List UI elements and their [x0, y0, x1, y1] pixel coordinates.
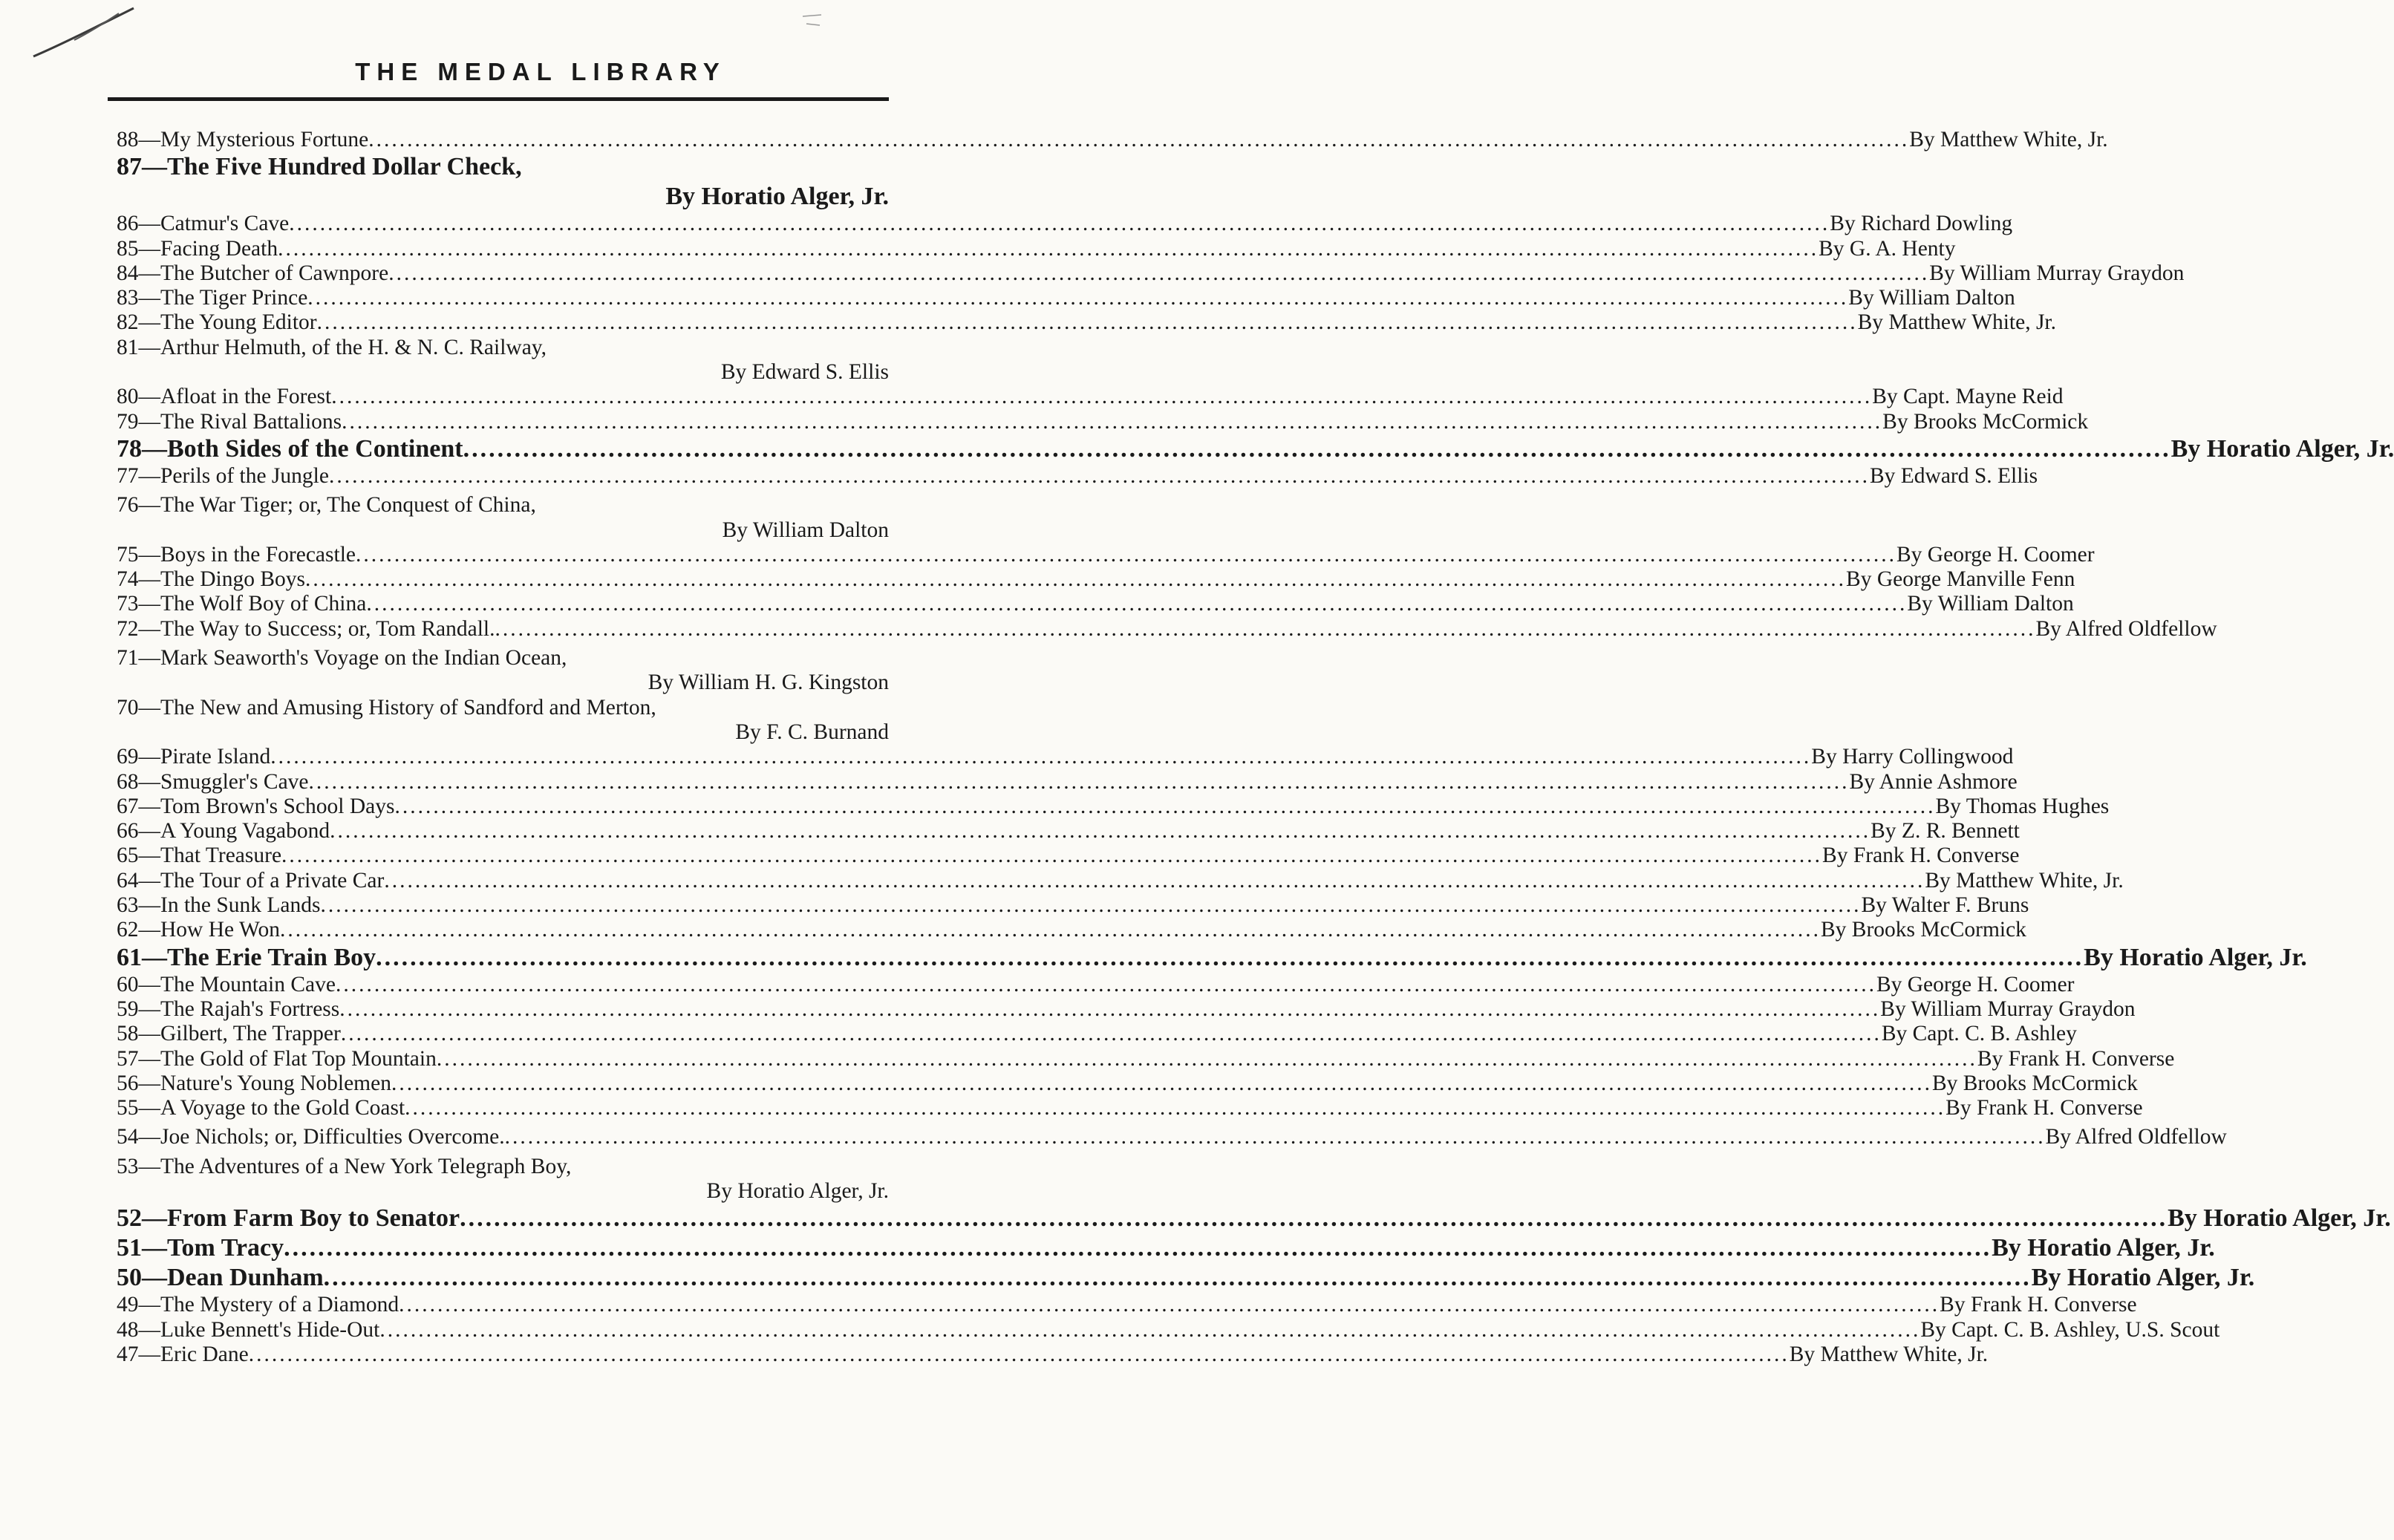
book-entry — [117, 1342, 1989, 1367]
book-title: 50—Dean Dunham — [117, 1264, 324, 1292]
header-rule — [108, 97, 889, 101]
book-title: 58—Gilbert, The Trapper — [117, 1022, 341, 1046]
dot-leader: ........................................................................................................................................................................................................ — [335, 972, 1876, 996]
book-entry-line — [117, 696, 889, 720]
book-entry — [117, 286, 2015, 310]
book-author: By Z. R. Bennett — [1870, 819, 2020, 844]
book-entry — [117, 646, 889, 696]
book-title: 52—From Farm Boy to Senator — [117, 1204, 460, 1233]
book-entry — [117, 918, 2026, 942]
book-author: By Capt. Mayne Reid — [1872, 385, 2064, 409]
dot-leader: ........................................................................................................................................................................................................ — [376, 943, 2084, 971]
book-title: 59—The Rajah's Fortress — [117, 996, 340, 1021]
book-entry — [117, 1046, 2175, 1071]
book-entry — [117, 868, 2124, 893]
book-title: 64—The Tour of a Private Car — [117, 868, 385, 893]
book-author: By George H. Coomer — [1896, 542, 2095, 567]
dot-leader: ........................................................................................................................................................................................................ — [284, 1234, 1992, 1262]
book-author: By Frank H. Converse — [1945, 1096, 2143, 1120]
book-entry-line — [117, 819, 2020, 844]
dot-leader: ........................................................................................................................................................................................................ — [379, 1317, 1921, 1342]
book-entry — [117, 996, 2136, 1022]
book-author: By Horatio Alger, Jr. — [1992, 1234, 2215, 1262]
book-entry — [117, 1125, 2227, 1149]
book-entry — [117, 152, 889, 212]
ink-stroke-mark — [30, 4, 141, 64]
dot-leader: ........................................................................................................................................................................................................ — [248, 1342, 1790, 1366]
book-author: By George Manville Fenn — [1846, 567, 2075, 592]
book-author: By Horatio Alger, Jr. — [2031, 1264, 2255, 1292]
book-entry-line — [117, 1071, 2138, 1096]
book-entry-line — [117, 893, 2029, 918]
book-author: By Horatio Alger, Jr. — [2170, 434, 2394, 463]
book-entry — [117, 409, 2089, 434]
dot-leader: ........................................................................................................................................................................................................ — [316, 310, 1858, 335]
book-author: By Horatio Alger, Jr. — [665, 183, 889, 211]
book-entry-line — [117, 646, 889, 671]
book-title: 65—That Treasure — [117, 844, 282, 868]
book-entry — [117, 128, 2108, 152]
dot-leader: ........................................................................................................................................................................................................ — [391, 1071, 1932, 1095]
book-entry-line — [117, 868, 2124, 893]
book-entry-line — [117, 567, 2075, 592]
book-list — [117, 128, 2394, 1367]
book-title: 83—The Tiger Prince — [117, 286, 308, 310]
book-entry-line — [117, 310, 2056, 335]
dot-leader: ........................................................................................................................................................................................................ — [388, 261, 1930, 285]
book-entry — [117, 493, 889, 543]
book-entry-line — [117, 212, 2013, 236]
dot-leader: ........................................................................................................................................................................................................ — [270, 745, 1812, 769]
book-author: By Walter F. Bruns — [1861, 893, 2029, 918]
book-entry-line — [117, 996, 2136, 1022]
book-author: By Frank H. Converse — [1977, 1046, 2175, 1071]
dot-leader: ........................................................................................................................................................................................................ — [356, 542, 1896, 567]
book-author: By Harry Collingwood — [1811, 745, 2014, 769]
book-entry-line — [117, 463, 2038, 489]
book-entry-line — [117, 1204, 2391, 1233]
book-title: 51—Tom Tracy — [117, 1234, 284, 1262]
book-entry-line — [117, 1293, 2137, 1317]
book-title: 84—The Butcher of Cawnpore — [117, 261, 389, 285]
book-entry — [117, 567, 2075, 592]
book-author: By Matthew White, Jr. — [1925, 868, 2124, 893]
book-author: By Matthew White, Jr. — [1909, 128, 2108, 151]
book-entry-line — [117, 1046, 2175, 1071]
book-author: By Annie Ashmore — [1849, 769, 2018, 794]
book-entry-line — [117, 794, 2110, 819]
dot-leader: ........................................................................................................................................................................................................ — [366, 592, 1908, 616]
book-title: 80—Afloat in the Forest — [117, 385, 332, 409]
book-title: 72—The Way to Success; or, Tom Randall. — [117, 616, 495, 641]
book-entry — [117, 310, 2056, 335]
book-entry — [117, 819, 2020, 844]
book-author: By Matthew White, Jr. — [1857, 310, 2056, 335]
book-author: By Thomas Hughes — [1935, 794, 2110, 818]
book-entry-line — [117, 1155, 889, 1179]
dot-leader: ........................................................................................................................................................................................................ — [504, 1125, 2046, 1149]
book-entry-line — [117, 1233, 2215, 1263]
book-author: By William Dalton — [1907, 592, 2074, 616]
book-entry-line — [117, 844, 2020, 868]
book-title: 71—Mark Seaworth's Voyage on the Indian Ocean, — [117, 646, 567, 671]
book-author: By Alfred Oldfellow — [2045, 1125, 2227, 1149]
book-title: 67—Tom Brown's School Days — [117, 794, 395, 818]
book-entry-line — [117, 592, 2074, 616]
book-entry — [117, 769, 2018, 795]
dot-leader: ........................................................................................................................................................................................................ — [320, 893, 1862, 918]
book-entry — [117, 463, 2038, 489]
book-entry-line — [117, 493, 889, 518]
book-entry — [117, 893, 2029, 918]
book-author: By G. A. Henty — [1819, 236, 1956, 261]
book-author: By Edward S. Ellis — [1869, 463, 2038, 488]
book-author: By William Dalton — [1848, 286, 2015, 310]
book-entry — [117, 1293, 2137, 1317]
book-entry — [117, 1263, 2255, 1293]
book-entry-line — [117, 769, 2018, 795]
book-author: By Edward S. Ellis — [720, 360, 889, 385]
book-title: 86—Catmur's Cave — [117, 212, 290, 236]
book-author: By William Dalton — [722, 518, 889, 542]
book-author: By William Murray Graydon — [1929, 261, 2185, 285]
dot-leader: ........................................................................................................................................................................................................ — [460, 1204, 2168, 1233]
book-title: 61—The Erie Train Boy — [117, 943, 376, 971]
dot-leader: ........................................................................................................................................................................................................ — [368, 128, 1910, 151]
book-entry-line — [117, 128, 2108, 152]
book-entry-line — [117, 542, 2095, 567]
dot-leader: ........................................................................................................................................................................................................ — [399, 1293, 1940, 1317]
book-author: By Horatio Alger, Jr. — [2168, 1204, 2391, 1233]
book-entry — [117, 1317, 2220, 1342]
dot-leader: ........................................................................................................................................................................................................ — [405, 1096, 1946, 1120]
book-title: 77—Perils of the Jungle — [117, 463, 329, 488]
book-entry — [117, 385, 2064, 409]
dot-leader: ........................................................................................................................................................................................................ — [339, 996, 1881, 1021]
dot-leader: ........................................................................................................................................................................................................ — [394, 794, 1936, 818]
book-author: By Richard Dowling — [1830, 212, 2013, 236]
dot-leader: ........................................................................................................................................................................................................ — [330, 819, 1871, 844]
book-author: By Frank H. Converse — [1940, 1293, 2137, 1317]
book-entry-line — [117, 1342, 1989, 1367]
book-author: By Capt. C. B. Ashley — [1881, 1022, 2077, 1046]
dot-leader: ........................................................................................................................................................................................................ — [340, 1022, 1882, 1046]
book-title: 78—Both Sides of the Continent — [117, 434, 463, 463]
book-title: 68—Smuggler's Cave — [117, 769, 309, 794]
book-title: 85—Facing Death — [117, 236, 278, 261]
book-entry — [117, 696, 889, 745]
book-title: 57—The Gold of Flat Top Mountain — [117, 1046, 437, 1071]
book-entry — [117, 592, 2074, 616]
dot-leader: ........................................................................................................................................................................................................ — [436, 1046, 1977, 1071]
book-entry — [117, 943, 2307, 973]
dot-leader: ........................................................................................................................................................................................................ — [281, 844, 1823, 868]
book-title: 55—A Voyage to the Gold Coast — [117, 1096, 405, 1120]
dot-leader: ........................................................................................................................................................................................................ — [289, 212, 1830, 236]
dot-leader: ........................................................................................................................................................................................................ — [463, 434, 2171, 463]
book-title: 53—The Adventures of a New York Telegraph Boy, — [117, 1154, 572, 1178]
book-entry — [117, 542, 2095, 567]
book-entry — [117, 844, 2020, 868]
book-title: 70—The New and Amusing History of Sandford and Merton, — [117, 695, 656, 720]
book-author: By Brooks McCormick — [1931, 1071, 2138, 1095]
book-title: 56—Nature's Young Noblemen — [117, 1071, 391, 1095]
book-entry-line — [117, 261, 2185, 286]
book-title: 74—The Dingo Boys — [117, 567, 306, 592]
book-entry-line — [117, 1263, 2255, 1293]
book-title: 49—The Mystery of a Diamond — [117, 1293, 399, 1317]
book-author: By Alfred Oldfellow — [2035, 616, 2217, 641]
dot-leader: ........................................................................................................................................................................................................ — [342, 409, 1883, 434]
book-entry-line — [117, 943, 2307, 973]
book-author: By Horatio Alger, Jr. — [706, 1178, 889, 1203]
book-title: 60—The Mountain Cave — [117, 972, 336, 996]
book-title: 48—Luke Bennett's Hide-Out — [117, 1317, 380, 1342]
book-title: 63—In the Sunk Lands — [117, 893, 321, 918]
book-entry — [117, 261, 2185, 286]
book-title: 81—Arthur Helmuth, of the H. & N. C. Railway, — [117, 335, 547, 359]
book-title: 54—Joe Nichols; or, Difficulties Overcome. — [117, 1125, 505, 1149]
book-title: 88—My Mysterious Fortune — [117, 128, 369, 151]
book-author: By William H. G. Kingston — [648, 671, 889, 695]
book-entry — [117, 336, 889, 385]
book-title: 82—The Young Editor — [117, 310, 317, 335]
book-entry — [117, 1022, 2077, 1046]
book-entry — [117, 794, 2110, 819]
book-title: 66—A Young Vagabond — [117, 819, 330, 844]
book-author: By Brooks McCormick — [1882, 409, 2089, 434]
dot-leader: ........................................................................................................................................................................................................ — [278, 236, 1819, 261]
book-entry — [117, 1096, 2143, 1120]
book-entry-line — [117, 409, 2089, 434]
book-entry — [117, 236, 1956, 261]
book-author: By Brooks McCormick — [1820, 918, 2026, 942]
page-title: THE MEDAL LIBRARY — [355, 58, 726, 85]
dot-leader: ........................................................................................................................................................................................................ — [331, 385, 1873, 409]
book-entry-line — [117, 1096, 2143, 1120]
ink-speck-mark — [799, 9, 829, 39]
dot-leader: ........................................................................................................................................................................................................ — [328, 463, 1870, 488]
book-title: 79—The Rival Battalions — [117, 409, 342, 434]
book-entry-line — [117, 385, 2064, 409]
book-entry-line — [117, 286, 2015, 310]
book-entry-line — [117, 152, 889, 182]
book-title: 75—Boys in the Forecastle — [117, 542, 356, 567]
dot-leader: ........................................................................................................................................................................................................ — [308, 769, 1850, 794]
book-author: By William Murray Graydon — [1880, 996, 2136, 1021]
book-entry-line — [117, 1022, 2077, 1046]
book-entry-line — [117, 745, 2014, 769]
book-entry-line — [117, 336, 889, 360]
book-entry-line — [117, 434, 2394, 464]
book-author: By Matthew White, Jr. — [1789, 1342, 1989, 1366]
dot-leader: ........................................................................................................................................................................................................ — [384, 868, 1925, 893]
book-title: 76—The War Tiger; or, The Conquest of China, — [117, 493, 536, 518]
book-title: 69—Pirate Island — [117, 745, 271, 769]
book-title: 87—The Five Hundred Dollar Check, — [117, 153, 522, 181]
book-entry-line — [117, 972, 2075, 997]
dot-leader: ........................................................................................................................................................................................................ — [307, 286, 1849, 310]
book-author: By Horatio Alger, Jr. — [2084, 943, 2307, 971]
book-entry — [117, 1204, 2391, 1233]
book-author: By Capt. C. B. Ashley, U.S. Scout — [1920, 1317, 2220, 1342]
book-author: By Frank H. Converse — [1822, 844, 2020, 868]
book-entry — [117, 616, 2217, 642]
book-entry — [117, 972, 2075, 997]
book-title: 62—How He Won — [117, 918, 280, 942]
book-entry-line — [117, 918, 2026, 942]
book-entry — [117, 434, 2394, 464]
book-author: By George H. Coomer — [1876, 972, 2075, 996]
book-title: 47—Eric Dane — [117, 1342, 249, 1366]
book-entry-line — [117, 1125, 2227, 1149]
dot-leader: ........................................................................................................................................................................................................ — [279, 918, 1821, 942]
book-entry-line — [117, 236, 1956, 261]
dot-leader: ........................................................................................................................................................................................................ — [323, 1264, 2032, 1292]
book-title: 73—The Wolf Boy of China — [117, 592, 367, 616]
book-entry — [117, 1233, 2215, 1263]
book-entry — [117, 1155, 889, 1204]
book-entry-line — [117, 616, 2217, 642]
dot-leader: ........................................................................................................................................................................................................ — [305, 567, 1847, 592]
book-author: By F. C. Burnand — [735, 720, 889, 744]
book-entry — [117, 745, 2014, 769]
book-entry — [117, 1071, 2138, 1096]
book-entry — [117, 212, 2013, 236]
dot-leader: ........................................................................................................................................................................................................ — [495, 616, 2036, 641]
book-entry-line — [117, 1317, 2220, 1342]
